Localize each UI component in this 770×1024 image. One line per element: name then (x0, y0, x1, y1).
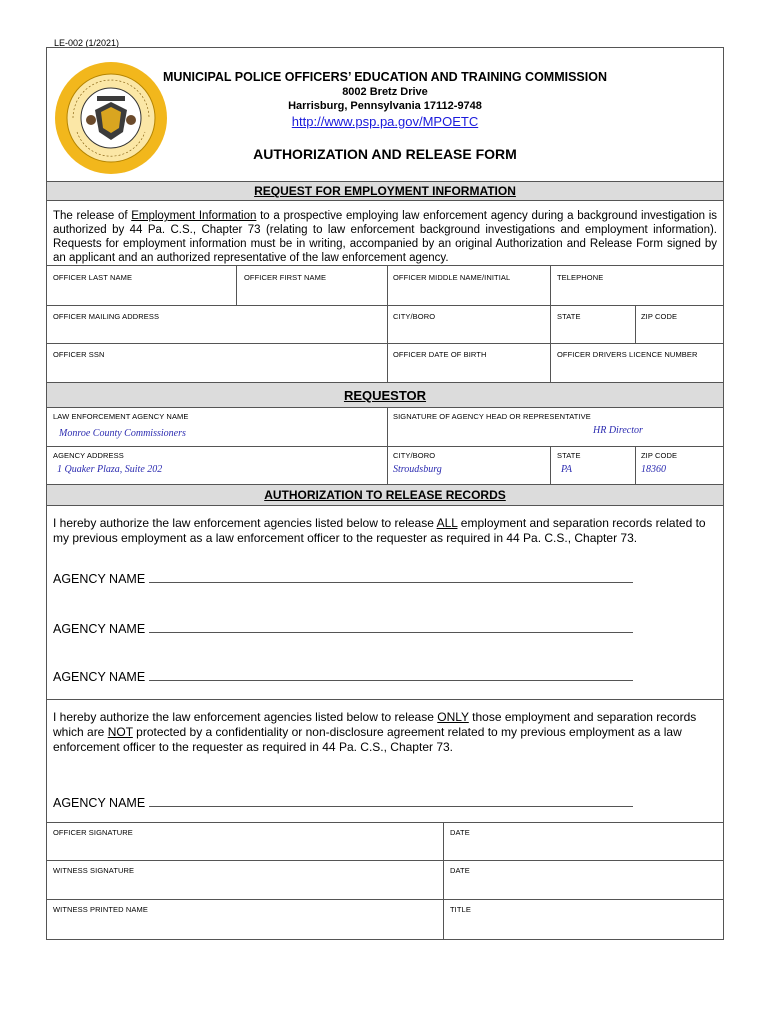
commission-name: MUNICIPAL POLICE OFFICERS’ EDUCATION AND TRAINING COMMISSION (163, 70, 607, 84)
officer-state-field[interactable]: STATE (557, 312, 581, 321)
agency-name-label: LAW ENFORCEMENT AGENCY NAME (53, 412, 189, 421)
commission-link[interactable]: http://www.psp.pa.gov/MPOETC (291, 114, 479, 129)
agency-zip-label: ZIP CODE (641, 451, 678, 460)
witness-date-field[interactable]: DATE (450, 866, 470, 875)
agency-name-label: AGENCY NAME (53, 796, 146, 810)
signature-label: SIGNATURE OF AGENCY HEAD OR REPRESENTATIVE (393, 412, 591, 421)
authorize-only-start: I hereby authorize the law enforcement agencies listed below to release (53, 710, 438, 724)
only-emphasis: ONLY (437, 710, 469, 724)
authorize-all-text (53, 516, 717, 546)
form-header (47, 48, 723, 182)
officer-dob-field[interactable]: OFFICER DATE OF BIRTH (393, 350, 487, 359)
agency-name-line-2[interactable] (53, 622, 633, 636)
witness-printed-name-field[interactable]: WITNESS PRINTED NAME (53, 905, 148, 914)
witness-title-field[interactable]: TITLE (450, 905, 471, 914)
address-city: Harrisburg, Pennsylvania 17112-9748 (288, 100, 482, 112)
not-emphasis: NOT (107, 725, 133, 739)
agency-city-label: CITY/BORO (393, 451, 436, 460)
agency-name-field[interactable]: Monroe County Commissioners (59, 428, 186, 439)
agency-city-field[interactable]: Stroudsburg (393, 464, 442, 475)
authorize-only-middle: those employment and separation records which are (53, 710, 697, 739)
intro-text: The release of (53, 210, 132, 222)
authorize-all-end: employment and separation records related to my previous employment as a law enforcement officer to the requester as required in 44 Pa. C.S., Chapter 73. (53, 516, 706, 545)
officer-signature-field[interactable]: OFFICER SIGNATURE (53, 828, 133, 837)
agency-address-label: AGENCY ADDRESS (53, 451, 124, 460)
authorization-form (46, 47, 724, 940)
agency-name-line-1[interactable] (53, 572, 633, 586)
agency-state-field[interactable]: PA (561, 464, 572, 475)
agency-name-label: AGENCY NAME (53, 572, 146, 586)
officer-first-name-field[interactable]: OFFICER FIRST NAME (244, 273, 327, 282)
all-emphasis: ALL (436, 516, 458, 530)
witness-signature-field[interactable]: WITNESS SIGNATURE (53, 866, 135, 875)
officer-middle-name-field[interactable]: OFFICER MIDDLE NAME/INITIAL (393, 273, 511, 282)
officer-city-field[interactable]: CITY/BORO (393, 312, 436, 321)
agency-name-line-3[interactable] (53, 670, 633, 684)
officer-mailing-address-field[interactable]: OFFICER MAILING ADDRESS (53, 312, 160, 321)
address-street: 8002 Bretz Drive (342, 86, 428, 98)
section-heading-authorization: AUTHORIZATION TO RELEASE RECORDS (47, 484, 723, 506)
form-title: AUTHORIZATION AND RELEASE FORM (253, 146, 517, 162)
authorize-all-start: I hereby authorize the law enforcement agencies listed below to release (53, 516, 437, 530)
intro-text-rest: to a prospective employing law enforcement agency during a background investigation is authorized by 44 Pa. C.S., Chapter 73 (relating to law enforcement background investigations and employment information). Requests for employment information must be in writing, accompanied by an original Authorization and Release Form signed by an applicant and an authorized representative of the law enforcement agency. (53, 210, 717, 264)
officer-zip-field[interactable]: ZIP CODE (641, 312, 678, 321)
section-heading-employment: REQUEST FOR EMPLOYMENT INFORMATION (47, 181, 723, 201)
officer-last-name-field[interactable]: OFFICER LAST NAME (53, 273, 133, 282)
intro-emphasis: Employment Information (131, 210, 257, 222)
agency-state-label: STATE (557, 451, 581, 460)
employment-intro (53, 209, 717, 265)
authorize-only-end: protected by a confidentiality or non-disclosure agreement related to my previous employment as a law enforcement officer to the requester as required in 44 Pa. C.S., Chapter 73. (53, 725, 682, 754)
section-heading-requestor: REQUESTOR (47, 382, 723, 408)
telephone-field[interactable]: TELEPHONE (557, 273, 604, 282)
officer-date-field[interactable]: DATE (450, 828, 470, 837)
agency-name-line-4[interactable] (53, 796, 633, 810)
form-code: LE-002 (1/2021) (54, 38, 120, 48)
officer-license-field[interactable]: OFFICER DRIVERS LICENCE NUMBER (557, 350, 698, 359)
officer-ssn-field[interactable]: OFFICER SSN (53, 350, 105, 359)
agency-name-label: AGENCY NAME (53, 670, 146, 684)
agency-zip-field[interactable]: 18360 (641, 464, 666, 475)
agency-address-field[interactable]: 1 Quaker Plaza, Suite 202 (57, 464, 163, 475)
signature-field[interactable]: HR Director (593, 425, 643, 436)
authorize-only-text (53, 710, 717, 755)
agency-name-label: AGENCY NAME (53, 622, 146, 636)
